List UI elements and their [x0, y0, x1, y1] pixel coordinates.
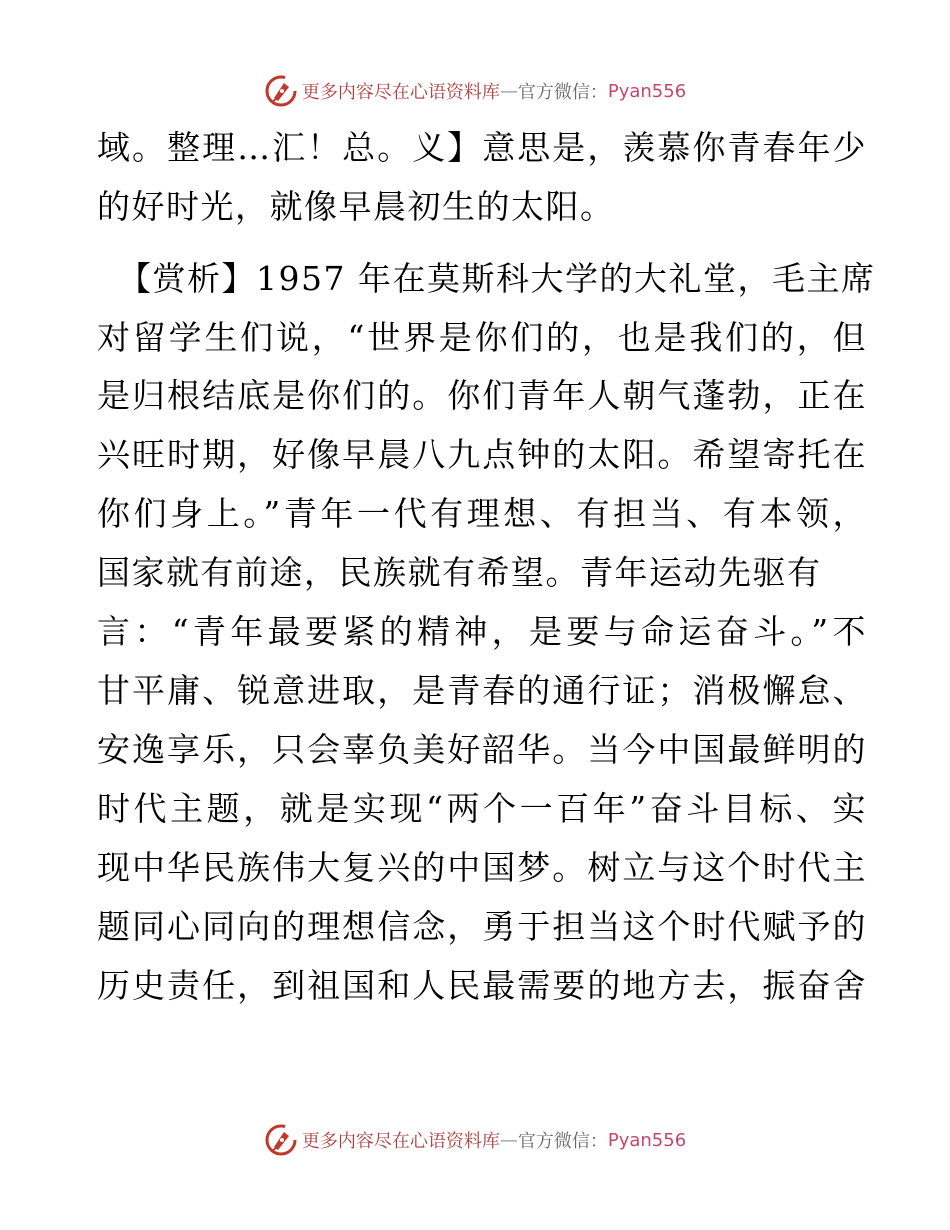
body-line-5: 是归根结底是你们的。你们青年人朝气蓬勃，正在: [97, 376, 867, 415]
footer-banner: [0, 1120, 950, 1160]
banner-wechat-handle: Pyan556: [607, 1129, 687, 1151]
body-line-15: 历史责任，到祖国和人民最需要的地方去，振奋舍: [97, 966, 867, 1005]
pen-nib-logo-icon: [264, 1123, 298, 1157]
banner-wechat-handle: Pyan556: [607, 80, 687, 102]
body-line-2: 的好时光，就像早晨初生的太阳。: [97, 187, 615, 226]
pen-nib-logo-icon: [264, 74, 298, 108]
body-line-1: 域。整理…汇！总。义】意思是，羡慕你青春年少: [97, 128, 867, 167]
body-line-10: 甘平庸、锐意进取，是青春的通行证；消极懈怠、: [97, 671, 867, 710]
body-line-6: 兴旺时期，好像早晨八九点钟的太阳。希望寄托在: [97, 435, 867, 474]
body-line-14: 题同心同向的理想信念，勇于担当这个时代赋予的: [97, 907, 867, 946]
body-line-9: 言：“青年最要紧的精神，是要与命运奋斗。”不: [97, 612, 867, 651]
banner-wechat-label: 官方微信：: [517, 1131, 608, 1152]
banner-wechat-label: 官方微信：: [517, 82, 608, 103]
body-line-13: 现中华民族伟大复兴的中国梦。树立与这个时代主: [97, 848, 867, 887]
body-line-4: 对留学生们说，“世界是你们的，也是我们的，但: [97, 318, 867, 357]
banner-main-text: 更多内容尽在心语资料库: [301, 82, 500, 103]
banner-separator: —: [499, 80, 518, 102]
header-banner: [0, 71, 950, 111]
body-line-7: 你们身上。”青年一代有理想、有担当、有本领，: [97, 494, 867, 533]
body-line-11: 安逸享乐，只会辜负美好韶华。当今中国最鲜明的: [97, 730, 867, 769]
body-line-8: 国家就有前途，民族就有希望。青年运动先驱有: [97, 553, 822, 592]
body-line-3: 【赏析】1957 年在莫斯科大学的大礼堂，毛主席: [118, 259, 876, 298]
body-line-12: 时代主题，就是实现“两个一百年”奋斗目标、实: [97, 789, 867, 828]
banner-separator: —: [499, 1129, 518, 1151]
banner-main-text: 更多内容尽在心语资料库: [301, 1131, 500, 1152]
